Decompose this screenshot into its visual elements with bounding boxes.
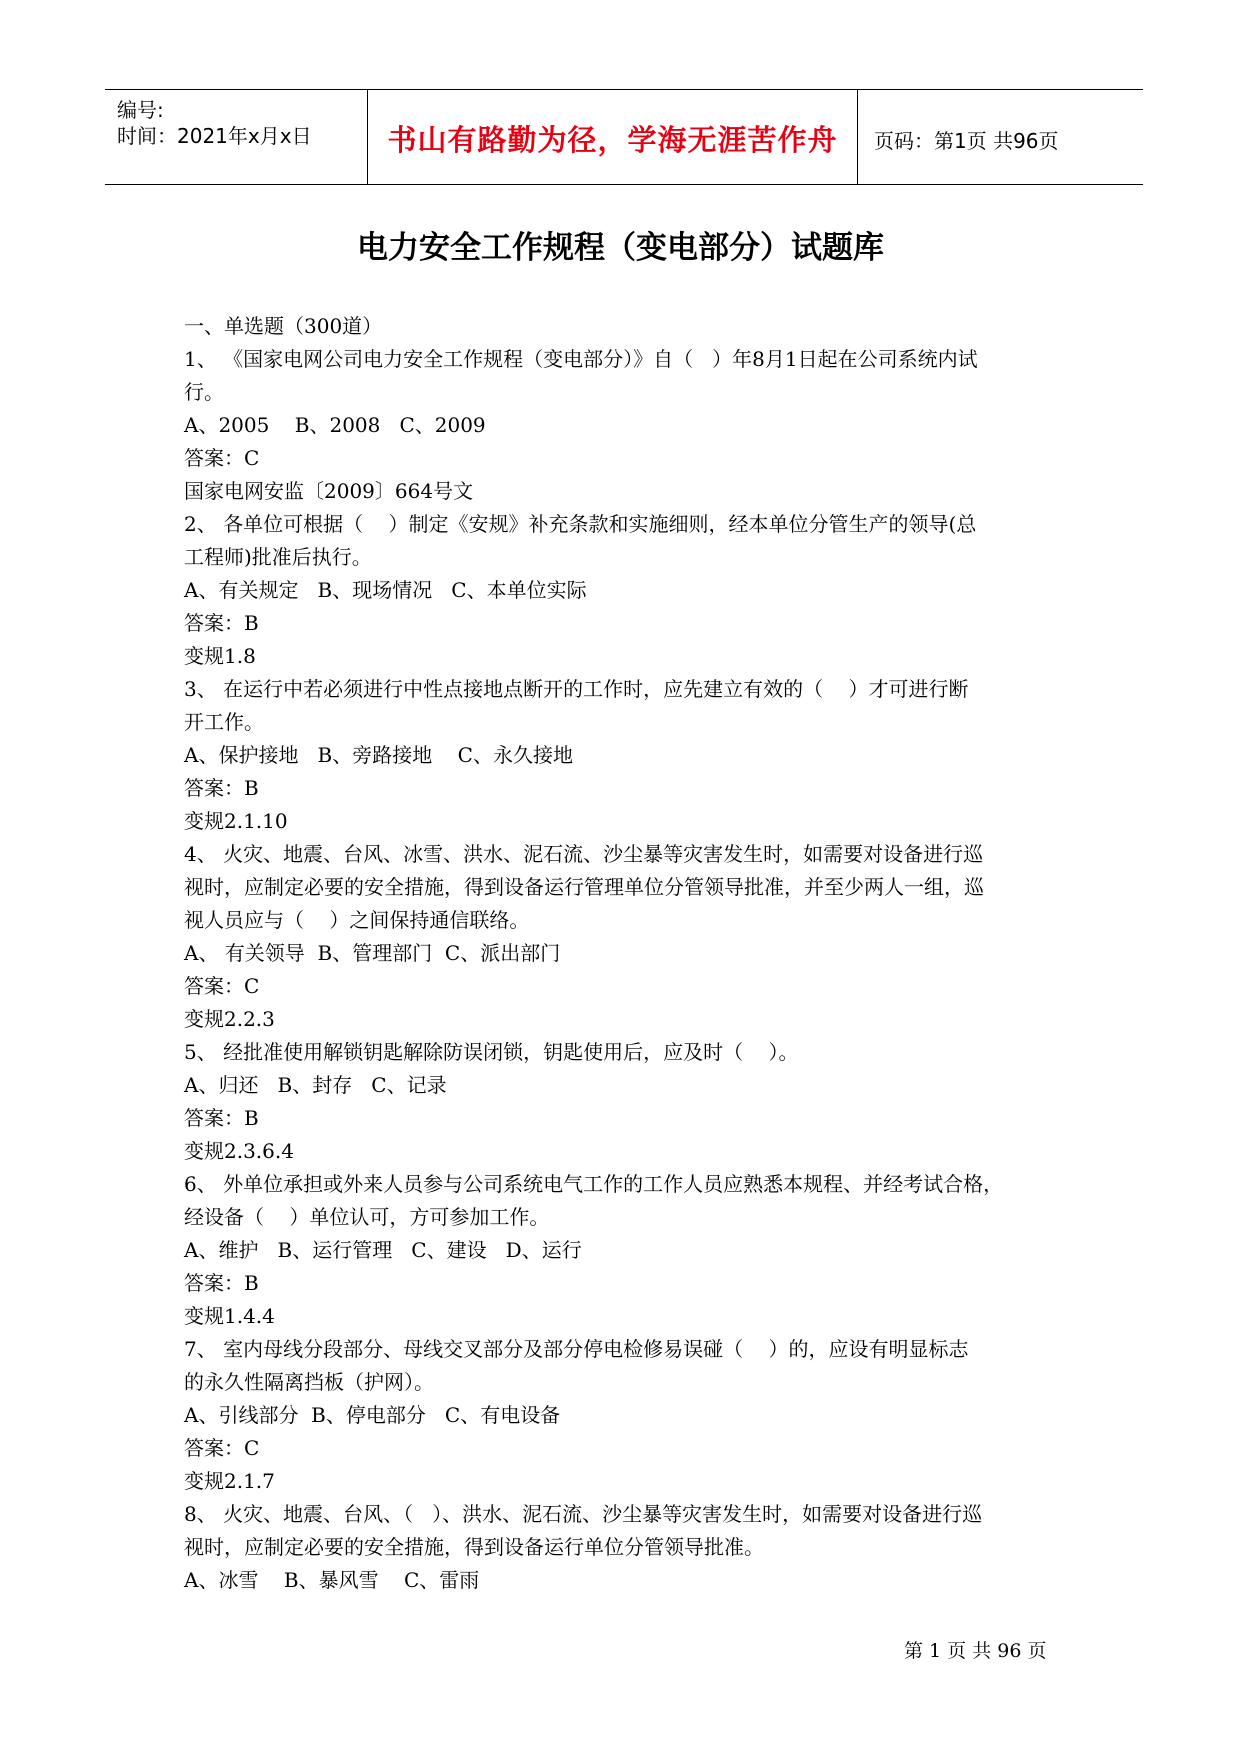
motto: 书山有路勤为径，学海无涯苦作舟 [387,123,838,157]
text-line: 4、 火灾、地震、台风、冰雪、洪水、泥石流、沙尘暴等灾害发生时，如需要对设备进行巡 [184,842,984,866]
text-line: 5、 经批准使用解锁钥匙解除防误闭锁，钥匙使用后，应及时（ ）。 [184,1040,799,1064]
serial-number-label: 编号: [117,98,164,122]
text-line: 变规1.4.4 [184,1304,275,1328]
text-line: A、冰雪 B、暴风雪 C、雷雨 [184,1568,480,1592]
text-line: 经设备（ ）单位认可，方可参加工作。 [184,1205,550,1229]
text-line: 答案：B [184,611,259,635]
time-label: 时间：2021年x月x日 [117,124,312,148]
text-line: 变规2.3.6.4 [184,1139,294,1163]
text-line: A、归还 B、封存 C、记录 [184,1073,447,1097]
text-line: A、2005 B、2008 C、2009 [184,413,486,437]
text-line: A、引线部分 B、停电部分 C、有电设备 [184,1403,561,1427]
text-line: 变规2.1.7 [184,1469,275,1493]
text-line: 视时，应制定必要的安全措施，得到设备运行管理单位分管领导批准，并至少两人一组，巡 [184,875,984,899]
text-line: A、 有关领导 B、管理部门 C、派出部门 [184,941,561,965]
text-line: 变规2.2.3 [184,1007,275,1031]
text-line: 7、 室内母线分段部分、母线交叉部分及部分停电检修易误碰（ ）的，应设有明显标志 [184,1337,969,1361]
text-line: 一、单选题（300道） [184,314,383,338]
text-line: 答案：B [184,1271,259,1295]
text-line: 工程师)批准后执行。 [184,545,372,569]
text-line: A、保护接地 B、旁路接地 C、永久接地 [184,743,573,767]
text-line: 视时，应制定必要的安全措施，得到设备运行单位分管领导批准。 [184,1535,764,1559]
text-line: 答案：C [184,974,260,998]
text-line: 变规2.1.10 [184,809,288,833]
header-motto-cell [367,90,858,184]
text-line: 3、 在运行中若必须进行中性点接地点断开的工作时，应先建立有效的（ ）才可进行断 [184,677,969,701]
text-line: 的永久性隔离挡板（护网）。 [184,1370,434,1394]
page-footer: 第 1 页 共 96 页 [904,1640,1047,1662]
text-line: A、有关规定 B、现场情况 C、本单位实际 [184,578,587,602]
header-meta [105,90,367,184]
document-title: 电力安全工作规程（变电部分）试题库 [357,230,884,266]
text-line: 8、 火灾、地震、台风、（ ）、洪水、泥石流、沙尘暴等灾害发生时，如需要对设备进行巡 [184,1502,983,1526]
text-line: 2、 各单位可根据（ ）制定《安规》补充条款和实施细则，经本单位分管生产的领导(总 [184,512,977,536]
text-line: 国家电网安监〔2009〕664号文 [184,479,474,503]
text-line: 1、 《国家电网公司电力安全工作规程（变电部分）》自（ ）年8月1日起在公司系统内试 [184,347,978,371]
text-line: 答案：C [184,1436,260,1460]
text-line: 视人员应与（ ）之间保持通信联络。 [184,908,530,932]
page-header [105,89,1143,185]
page-code: 页码：第1页 共96页 [874,129,1059,153]
text-line: 开工作。 [184,710,264,734]
text-line: 变规1.8 [184,644,256,668]
text-line: 答案：C [184,446,260,470]
text-line: A、维护 B、运行管理 C、建设 D、运行 [184,1238,582,1262]
text-line: 答案：B [184,776,259,800]
text-line: 行。 [184,380,224,404]
text-line: 6、 外单位承担或外来人员参与公司系统电气工作的工作人员应熟悉本规程、并经考试合格， [184,1172,1004,1196]
text-line: 答案：B [184,1106,259,1130]
header-page-cell [858,90,1143,184]
question-body [184,310,1064,1597]
